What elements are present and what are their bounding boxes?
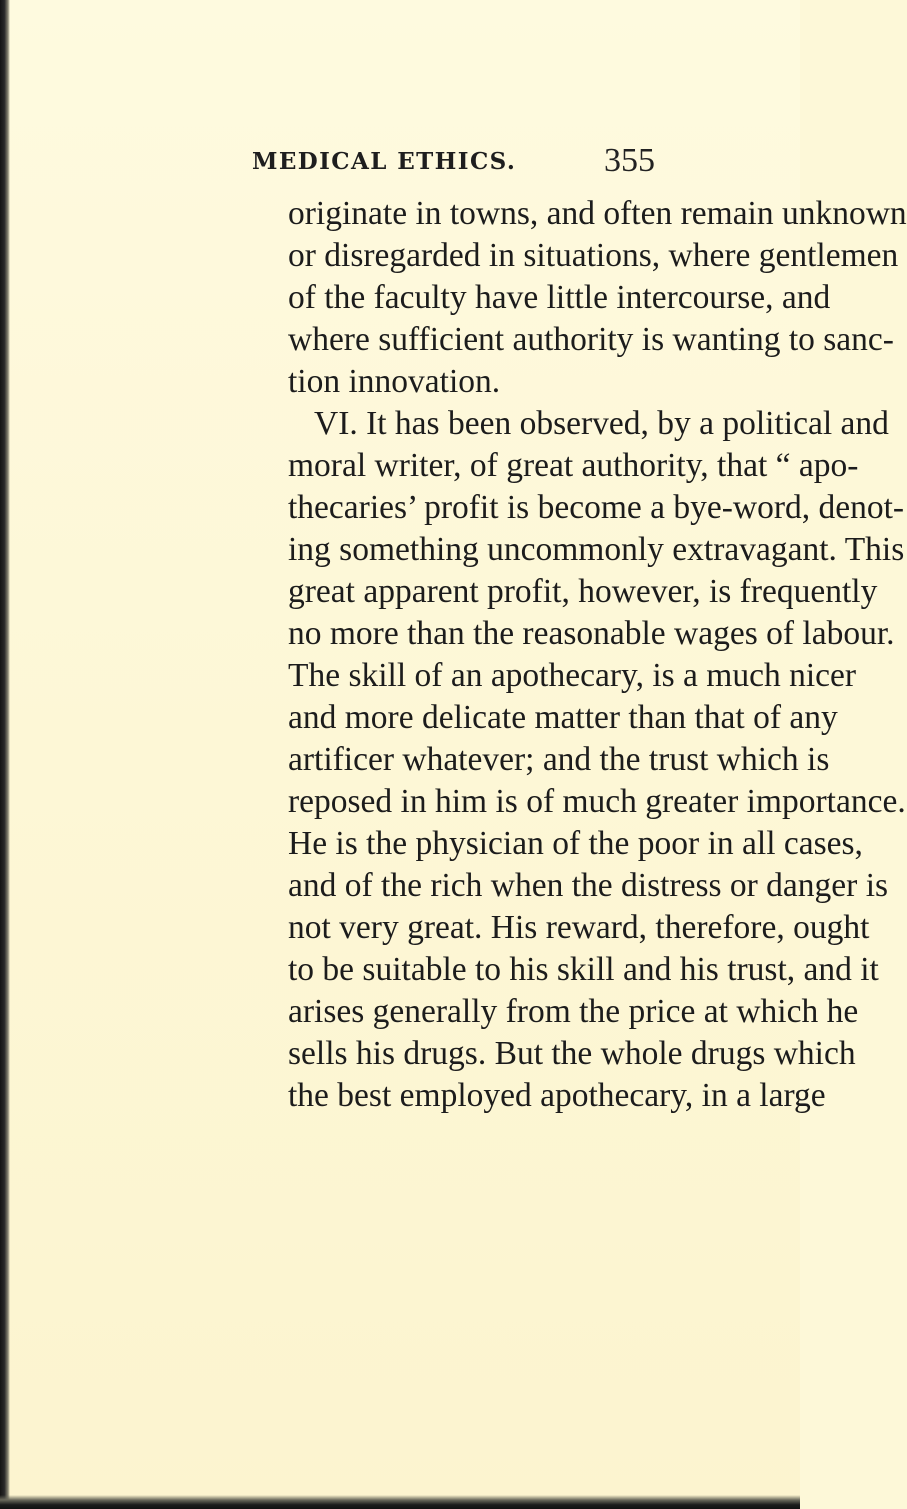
text-line: where sufficient authority is wanting to sanc- — [288, 321, 894, 358]
text-line: tion innovation. — [288, 363, 501, 400]
text-line: and of the rich when the distress or danger is — [288, 867, 889, 904]
text-line: reposed in him is of much greater importance. — [288, 783, 906, 820]
text-line: not very great. His reward, therefore, ought — [288, 909, 870, 946]
text-line: moral writer, of great authority, that “ apo- — [288, 447, 859, 484]
text-line: or disregarded in situations, where gentlemen — [288, 237, 899, 274]
text-line: artificer whatever; and the trust which is — [288, 741, 830, 778]
text-line: ing something uncommonly extravagant. This — [288, 531, 905, 568]
page-number: 355 — [604, 142, 655, 179]
text-line: originate in towns, and often remain unknown — [288, 195, 907, 232]
text-line: the best employed apothecary, in a large — [288, 1077, 826, 1114]
text-line: VI. It has been observed, by a political and — [314, 405, 889, 442]
text-line: thecaries’ profit is become a bye-word, denot- — [288, 489, 905, 526]
text-line: He is the physician of the poor in all cases, — [288, 825, 863, 862]
page-left-shadow — [0, 0, 10, 1509]
text-line: arises generally from the price at which he — [288, 993, 859, 1030]
text-line: great apparent profit, however, is frequently — [288, 573, 878, 610]
text-line: The skill of an apothecary, is a much nicer — [288, 657, 857, 694]
text-line: no more than the reasonable wages of labour. — [288, 615, 895, 652]
text-line: sells his drugs. But the whole drugs which — [288, 1035, 856, 1072]
page-bottom-shadow — [0, 1495, 800, 1509]
running-head — [252, 142, 655, 186]
text-line: to be suitable to his skill and his trust, and it — [288, 951, 879, 988]
running-title: MEDICAL ETHICS. — [252, 148, 517, 175]
text-line: and more delicate matter than that of any — [288, 699, 838, 736]
text-line: of the faculty have little intercourse, and — [288, 279, 831, 316]
